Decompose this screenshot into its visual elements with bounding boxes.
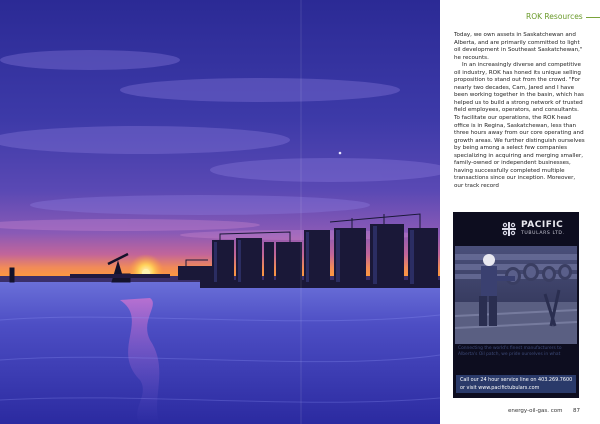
footer-website: energy-oil-gas. com — [508, 408, 563, 414]
article-page — [440, 0, 600, 424]
article-paragraph: In an increasingly diverse and competitive oil industry, ROK has honed its unique selling proposition to stand out from the crowd. "For nearly two decades, Cam, Jared and I have been working together in the basin, which has helped us to build a strong network of trusted field employees, operators, and consultants. To facilitate our operations, the ROK head office is in Regina, Saskatchewan, less than three hours away from our core operating and growth areas. We further distinguish ourselves by being among a select few companies specializing in acquiring and merging smaller, family-owned or independent businesses, having successfully completed multiple transactions since our inception. Moreover, our track record — [454, 62, 585, 189]
ad-website-link[interactable]: or visit www.pacifictubulars.com — [460, 384, 540, 391]
ad-worker-with-pipes-photo — [455, 246, 577, 344]
pacific-tubulars-advertisement[interactable] — [453, 212, 579, 398]
article-body — [454, 32, 586, 190]
ad-phone-line: Call our 24 hour service line on 403.269.7600 — [460, 377, 573, 383]
ad-brand-lockup — [501, 220, 573, 242]
tubular-cross-icon — [501, 221, 517, 237]
page-number: 87 — [573, 408, 580, 414]
section-title: ROK Resources — [523, 12, 586, 21]
ad-tagline: Connecting the world's finest manufacturers to Alberta's Oil patch, we pride ourselves in what — [458, 346, 562, 357]
page-gutter — [300, 0, 302, 424]
article-paragraph: Today, we own assets in Saskatchewan and Alberta, and are primarily committed to light oil development in Southeast Saskatchewan," he recounts. — [454, 32, 583, 61]
ad-brand-name: PACIFIC — [521, 220, 564, 230]
ad-brand-subtitle: TUBULARS LTD. — [521, 231, 565, 236]
ad-contact-banner[interactable] — [456, 375, 576, 393]
